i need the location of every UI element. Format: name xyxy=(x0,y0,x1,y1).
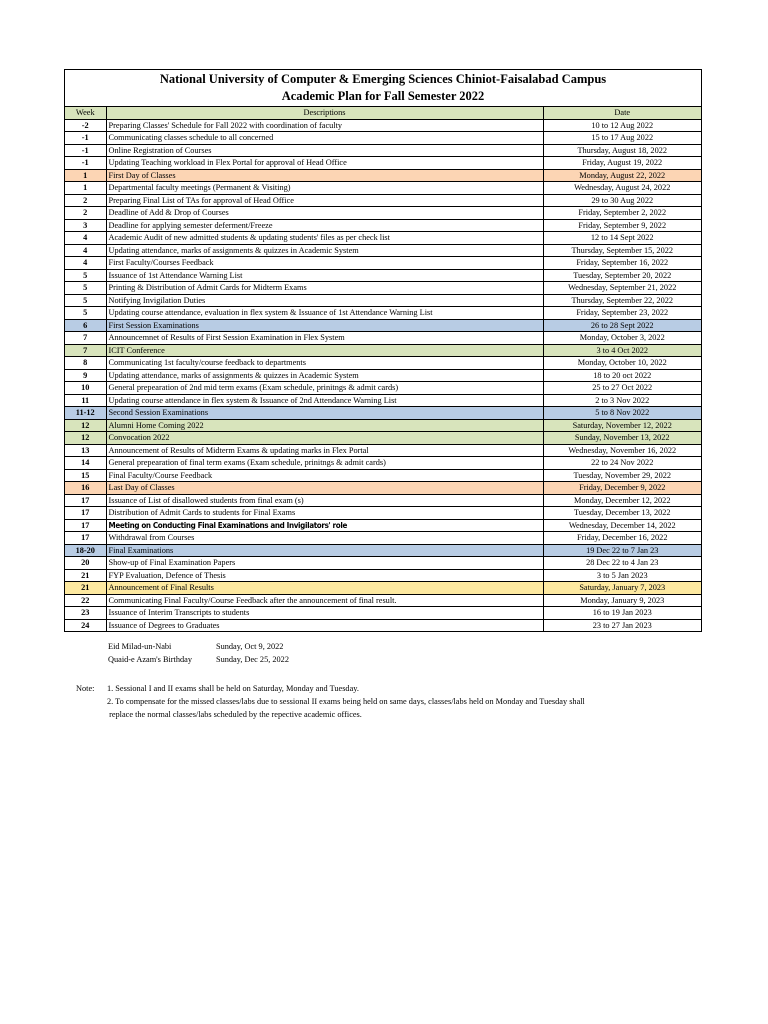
description-cell: First Session Examinations xyxy=(106,319,543,332)
date-cell: Wednesday, August 24, 2022 xyxy=(543,182,701,195)
table-row xyxy=(65,344,701,357)
week-cell: 18-20 xyxy=(65,544,106,557)
week-cell: 1 xyxy=(65,182,106,195)
week-cell: 5 xyxy=(65,294,106,307)
week-cell: 5 xyxy=(65,269,106,282)
table-row xyxy=(65,332,701,345)
date-cell: Friday, December 9, 2022 xyxy=(543,482,701,495)
description-cell: Last Day of Classes xyxy=(106,482,543,495)
date-cell: Thursday, September 15, 2022 xyxy=(543,244,701,257)
description-cell: Online Registration of Courses xyxy=(106,144,543,157)
table-row xyxy=(65,469,701,482)
holiday-name: Quaid-e Azam's Birthday xyxy=(108,655,192,664)
table-row xyxy=(65,519,701,532)
table-row xyxy=(65,219,701,232)
holiday-name: Eid Milad-un-Nabi xyxy=(108,642,172,651)
table-row xyxy=(65,282,701,295)
week-cell: 3 xyxy=(65,219,106,232)
table-row xyxy=(65,457,701,470)
table-row xyxy=(65,132,701,145)
week-cell: 2 xyxy=(65,194,106,207)
description-cell: Academic Audit of new admitted students & updating students' files as per check list xyxy=(106,232,543,245)
description-cell: Show-up of Final Examination Papers xyxy=(106,557,543,570)
column-header-descriptions: Descriptions xyxy=(106,107,543,119)
week-cell: 12 xyxy=(65,419,106,432)
week-cell: -2 xyxy=(65,119,106,132)
date-cell: Tuesday, December 13, 2022 xyxy=(543,507,701,520)
table-row xyxy=(65,482,701,495)
date-cell: Monday, October 10, 2022 xyxy=(543,357,701,370)
week-cell: 22 xyxy=(65,594,106,607)
table-row xyxy=(65,144,701,157)
description-cell: Convocation 2022 xyxy=(106,432,543,445)
description-cell: Communicating classes schedule to all concerned xyxy=(106,132,543,145)
date-cell: Friday, September 9, 2022 xyxy=(543,219,701,232)
date-cell: Tuesday, November 29, 2022 xyxy=(543,469,701,482)
notes-label: Note: xyxy=(76,684,95,693)
date-cell: 3 to 5 Jan 2023 xyxy=(543,569,701,582)
week-cell: 7 xyxy=(65,344,106,357)
description-cell: Distribution of Admit Cards to students for Final Exams xyxy=(106,507,543,520)
date-cell: 28 Dec 22 to 4 Jan 23 xyxy=(543,557,701,570)
week-cell: 8 xyxy=(65,357,106,370)
table-row xyxy=(65,507,701,520)
table-row xyxy=(65,169,701,182)
table-row xyxy=(65,532,701,545)
title-line-university: National University of Computer & Emerging Sciences Chiniot-Faisalabad Campus xyxy=(159,72,607,86)
week-cell: 15 xyxy=(65,469,106,482)
week-cell: -1 xyxy=(65,132,106,145)
week-cell: 13 xyxy=(65,444,106,457)
date-cell: 22 to 24 Nov 2022 xyxy=(543,457,701,470)
date-cell: Monday, January 9, 2023 xyxy=(543,594,701,607)
table-row xyxy=(65,569,701,582)
table-row xyxy=(65,207,701,220)
description-cell: Final Examinations xyxy=(106,544,543,557)
description-cell: Meeting on Conducting Final Examinations and Invigilators' role xyxy=(106,519,543,532)
table-row xyxy=(65,394,701,407)
date-cell: Friday, December 16, 2022 xyxy=(543,532,701,545)
week-cell: 5 xyxy=(65,307,106,320)
table-row xyxy=(65,544,701,557)
table-row xyxy=(65,357,701,370)
document-title xyxy=(65,70,701,107)
table-row xyxy=(65,294,701,307)
date-cell: 2 to 3 Nov 2022 xyxy=(543,394,701,407)
schedule-rows xyxy=(65,119,701,631)
title-line-plan: Academic Plan for Fall Semester 2022 xyxy=(281,89,485,103)
week-cell: 20 xyxy=(65,557,106,570)
description-cell: Updating course attendance in flex system & Issuance of 2nd Attendance Warning List xyxy=(106,394,543,407)
description-cell: Alumni Home Coming 2022 xyxy=(106,419,543,432)
date-cell: Thursday, September 22, 2022 xyxy=(543,294,701,307)
note-line: 1. Sessional I and II exams shall be held on Saturday, Monday and Tuesday. xyxy=(107,684,359,693)
description-cell: Issuance of Degrees to Graduates xyxy=(106,619,543,631)
column-header-week: Week xyxy=(65,107,106,119)
description-cell: Deadline of Add & Drop of Courses xyxy=(106,207,543,220)
date-cell: Wednesday, November 16, 2022 xyxy=(543,444,701,457)
table-row xyxy=(65,369,701,382)
table-row xyxy=(65,157,701,170)
table-row xyxy=(65,194,701,207)
week-cell: 17 xyxy=(65,532,106,545)
date-cell: Tuesday, September 20, 2022 xyxy=(543,269,701,282)
week-cell: 17 xyxy=(65,494,106,507)
week-cell: 1 xyxy=(65,169,106,182)
description-cell: Updating course attendance, evaluation in flex system & Issuance of 1st Attendance Warning List xyxy=(106,307,543,320)
description-cell: Issuance of 1st Attendance Warning List xyxy=(106,269,543,282)
description-cell: First Day of Classes xyxy=(106,169,543,182)
date-cell: Saturday, January 7, 2023 xyxy=(543,582,701,595)
week-cell: 2 xyxy=(65,207,106,220)
table-row xyxy=(65,619,701,631)
holiday-item xyxy=(108,653,289,666)
table-row xyxy=(65,257,701,270)
date-cell: Friday, August 19, 2022 xyxy=(543,157,701,170)
week-cell: -1 xyxy=(65,144,106,157)
week-cell: 4 xyxy=(65,232,106,245)
table-row xyxy=(65,432,701,445)
week-cell: 11 xyxy=(65,394,106,407)
date-cell: 25 to 27 Oct 2022 xyxy=(543,382,701,395)
date-cell: 15 to 17 Aug 2022 xyxy=(543,132,701,145)
date-cell: Monday, October 3, 2022 xyxy=(543,332,701,345)
week-cell: 23 xyxy=(65,607,106,620)
table-row xyxy=(65,269,701,282)
description-cell: Departmental faculty meetings (Permanent & Visiting) xyxy=(106,182,543,195)
week-cell: 21 xyxy=(65,569,106,582)
holiday-item xyxy=(108,640,289,653)
description-cell: Withdrawal from Courses xyxy=(106,532,543,545)
week-cell: 17 xyxy=(65,519,106,532)
date-cell: 29 to 30 Aug 2022 xyxy=(543,194,701,207)
week-cell: 4 xyxy=(65,257,106,270)
table-header-row xyxy=(65,107,701,119)
description-cell: Announcement of Results of Midterm Exams & updating marks in Flex Portal xyxy=(106,444,543,457)
date-cell: 23 to 27 Jan 2023 xyxy=(543,619,701,631)
description-cell: Preparing Final List of TAs for approval of Head Office xyxy=(106,194,543,207)
week-cell: 14 xyxy=(65,457,106,470)
description-cell: Notifying Invigilation Duties xyxy=(106,294,543,307)
table-row xyxy=(65,444,701,457)
week-cell: 17 xyxy=(65,507,106,520)
week-cell: 5 xyxy=(65,282,106,295)
note-line: 2. To compensate for the missed classes/labs due to sessional II exams being held on same days, classes/labs held on Monday and Tuesday shall xyxy=(107,697,585,706)
description-cell: General prepearation of 2nd mid term exams (Exam schedule, prinitngs & admit cards) xyxy=(106,382,543,395)
date-cell: 10 to 12 Aug 2022 xyxy=(543,119,701,132)
week-cell: 9 xyxy=(65,369,106,382)
date-cell: 12 to 14 Sept 2022 xyxy=(543,232,701,245)
week-cell: 6 xyxy=(65,319,106,332)
week-cell: 12 xyxy=(65,432,106,445)
table-row xyxy=(65,419,701,432)
week-cell: 21 xyxy=(65,582,106,595)
table-row xyxy=(65,232,701,245)
table-row xyxy=(65,307,701,320)
table-row xyxy=(65,607,701,620)
table-row xyxy=(65,594,701,607)
description-cell: Announcement of Final Results xyxy=(106,582,543,595)
date-cell: 19 Dec 22 to 7 Jan 23 xyxy=(543,544,701,557)
week-cell: 7 xyxy=(65,332,106,345)
holiday-list xyxy=(108,640,289,666)
date-cell: Sunday, November 13, 2022 xyxy=(543,432,701,445)
description-cell: Updating Teaching workload in Flex Portal for approval of Head Office xyxy=(106,157,543,170)
description-cell: Issuance of Interim Transcripts to students xyxy=(106,607,543,620)
schedule-table xyxy=(65,107,701,631)
description-cell: Communicating Final Faculty/Course Feedback after the announcement of final result. xyxy=(106,594,543,607)
date-cell: Wednesday, September 21, 2022 xyxy=(543,282,701,295)
date-cell: Friday, September 23, 2022 xyxy=(543,307,701,320)
column-header-date: Date xyxy=(543,107,701,119)
holiday-date: Sunday, Dec 25, 2022 xyxy=(216,655,289,664)
description-cell: Preparing Classes' Schedule for Fall 2022 with coordination of faculty xyxy=(106,119,543,132)
description-cell: Announcemnet of Results of First Session Examination in Flex System xyxy=(106,332,543,345)
date-cell: Friday, September 16, 2022 xyxy=(543,257,701,270)
table-row xyxy=(65,407,701,420)
date-cell: Wednesday, December 14, 2022 xyxy=(543,519,701,532)
table-row xyxy=(65,582,701,595)
description-cell: Updating attendance, marks of assignments & quizzes in Academic System xyxy=(106,369,543,382)
notes-body xyxy=(107,682,667,721)
table-row xyxy=(65,244,701,257)
description-cell: ICIT Conference xyxy=(106,344,543,357)
description-cell: General prepearation of final term exams (Exam schedule, prinitngs & admit cards) xyxy=(106,457,543,470)
note-line: replace the normal classes/labs scheduled by the repective academic offices. xyxy=(107,710,362,719)
week-cell: -1 xyxy=(65,157,106,170)
date-cell: Saturday, November 12, 2022 xyxy=(543,419,701,432)
date-cell: 26 to 28 Sept 2022 xyxy=(543,319,701,332)
description-cell: FYP Evaluation, Defence of Thesis xyxy=(106,569,543,582)
table-row xyxy=(65,557,701,570)
date-cell: Thursday, August 18, 2022 xyxy=(543,144,701,157)
description-cell: Printing & Distribution of Admit Cards for Midterm Exams xyxy=(106,282,543,295)
date-cell: 3 to 4 Oct 2022 xyxy=(543,344,701,357)
description-cell: Second Session Examinations xyxy=(106,407,543,420)
date-cell: 16 to 19 Jan 2023 xyxy=(543,607,701,620)
week-cell: 16 xyxy=(65,482,106,495)
week-cell: 4 xyxy=(65,244,106,257)
week-cell: 24 xyxy=(65,619,106,631)
date-cell: Monday, August 22, 2022 xyxy=(543,169,701,182)
description-cell: First Faculty/Courses Feedback xyxy=(106,257,543,270)
week-cell: 11-12 xyxy=(65,407,106,420)
table-row xyxy=(65,182,701,195)
description-cell: Issuance of List of disallowed students from final exam (s) xyxy=(106,494,543,507)
description-cell: Final Faculty/Course Feedback xyxy=(106,469,543,482)
week-cell: 10 xyxy=(65,382,106,395)
date-cell: 5 to 8 Nov 2022 xyxy=(543,407,701,420)
holiday-date: Sunday, Oct 9, 2022 xyxy=(216,642,284,651)
description-cell: Deadline for applying semester deferment/Freeze xyxy=(106,219,543,232)
date-cell: Friday, September 2, 2022 xyxy=(543,207,701,220)
date-cell: Monday, December 12, 2022 xyxy=(543,494,701,507)
table-row xyxy=(65,119,701,132)
academic-plan-sheet xyxy=(64,69,702,632)
table-row xyxy=(65,319,701,332)
table-row xyxy=(65,382,701,395)
table-row xyxy=(65,494,701,507)
description-cell: Communicating 1st faculty/course feedback to departments xyxy=(106,357,543,370)
date-cell: 18 to 20 oct 2022 xyxy=(543,369,701,382)
description-cell: Updating attendance, marks of assignments & quizzes in Academic System xyxy=(106,244,543,257)
